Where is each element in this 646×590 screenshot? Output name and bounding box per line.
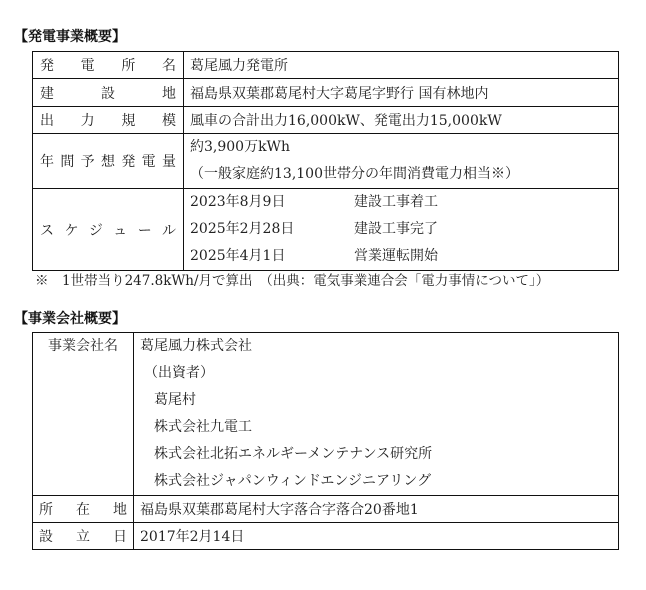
- row-label-address: 所在地: [33, 496, 134, 523]
- section-heading-company: 【事業会社概要】: [14, 311, 126, 327]
- table-row: [33, 79, 619, 107]
- row-value-established: 2017年2月14日: [134, 523, 619, 550]
- schedule-event: 営業運転開始: [354, 248, 438, 264]
- schedule-date: 2025年4月1日: [190, 248, 286, 264]
- row-label-output: 出力規模: [33, 107, 184, 134]
- row-label-company-name: 事業会社名: [33, 333, 134, 496]
- section-heading-power-project: 【発電事業概要】: [14, 29, 126, 45]
- schedule-event: 建設工事着工: [354, 194, 438, 210]
- investors-label: （出資者）: [144, 365, 214, 381]
- row-value-company-name: [134, 333, 619, 496]
- table-row: [33, 52, 619, 79]
- row-label-schedule: スケジュール: [33, 189, 184, 271]
- row-value-annual-generation: [184, 134, 619, 189]
- table-row: [33, 523, 619, 550]
- row-label-site: 建設地: [33, 79, 184, 107]
- investor-item: 株式会社北拓エネルギーメンテナンス研究所: [154, 446, 433, 462]
- investor-item: 株式会社ジャパンウィンドエンジニアリング: [154, 473, 432, 489]
- row-label-plant-name: 発電所名: [33, 52, 184, 79]
- table-row: [33, 189, 619, 271]
- schedule-date: 2025年2月28日: [190, 221, 295, 237]
- annual-generation-equivalent: （一般家庭約13,100世帯分の年間消費電力相当※）: [190, 166, 519, 182]
- row-value-plant-name: 葛尾風力発電所: [184, 52, 619, 79]
- row-value-output: 風車の合計出力16,000kW、発電出力15,000kW: [184, 107, 619, 134]
- row-value-site: 福島県双葉郡葛尾村大字葛尾字野行 国有林地内: [184, 79, 619, 107]
- schedule-date: 2023年8月9日: [190, 194, 286, 210]
- row-value-address: 福島県双葉郡葛尾村大字落合字落合20番地1: [134, 496, 619, 523]
- schedule-item: [190, 189, 612, 216]
- row-value-schedule: [184, 189, 619, 271]
- row-label-established: 設立日: [33, 523, 134, 550]
- schedule-item: [190, 216, 612, 243]
- power-project-table: [32, 51, 619, 271]
- company-name: 葛尾風力株式会社: [140, 338, 252, 354]
- footnote: ※ 1世帯当り247.8kWh/月で算出 （出典：電気事業連合会「電力事情について」）: [35, 273, 550, 289]
- schedule-event: 建設工事完了: [354, 221, 438, 237]
- table-row: [33, 107, 619, 134]
- table-row: [33, 496, 619, 523]
- row-label-annual-generation: 年間予想発電量: [33, 134, 184, 189]
- investor-item: 株式会社九電工: [154, 419, 252, 435]
- annual-generation-amount: 約3,900万kWh: [190, 139, 290, 155]
- schedule-item: [190, 243, 612, 270]
- table-row: [33, 134, 619, 189]
- table-row: [33, 333, 619, 496]
- investor-item: 葛尾村: [154, 392, 196, 408]
- company-table: [32, 332, 619, 550]
